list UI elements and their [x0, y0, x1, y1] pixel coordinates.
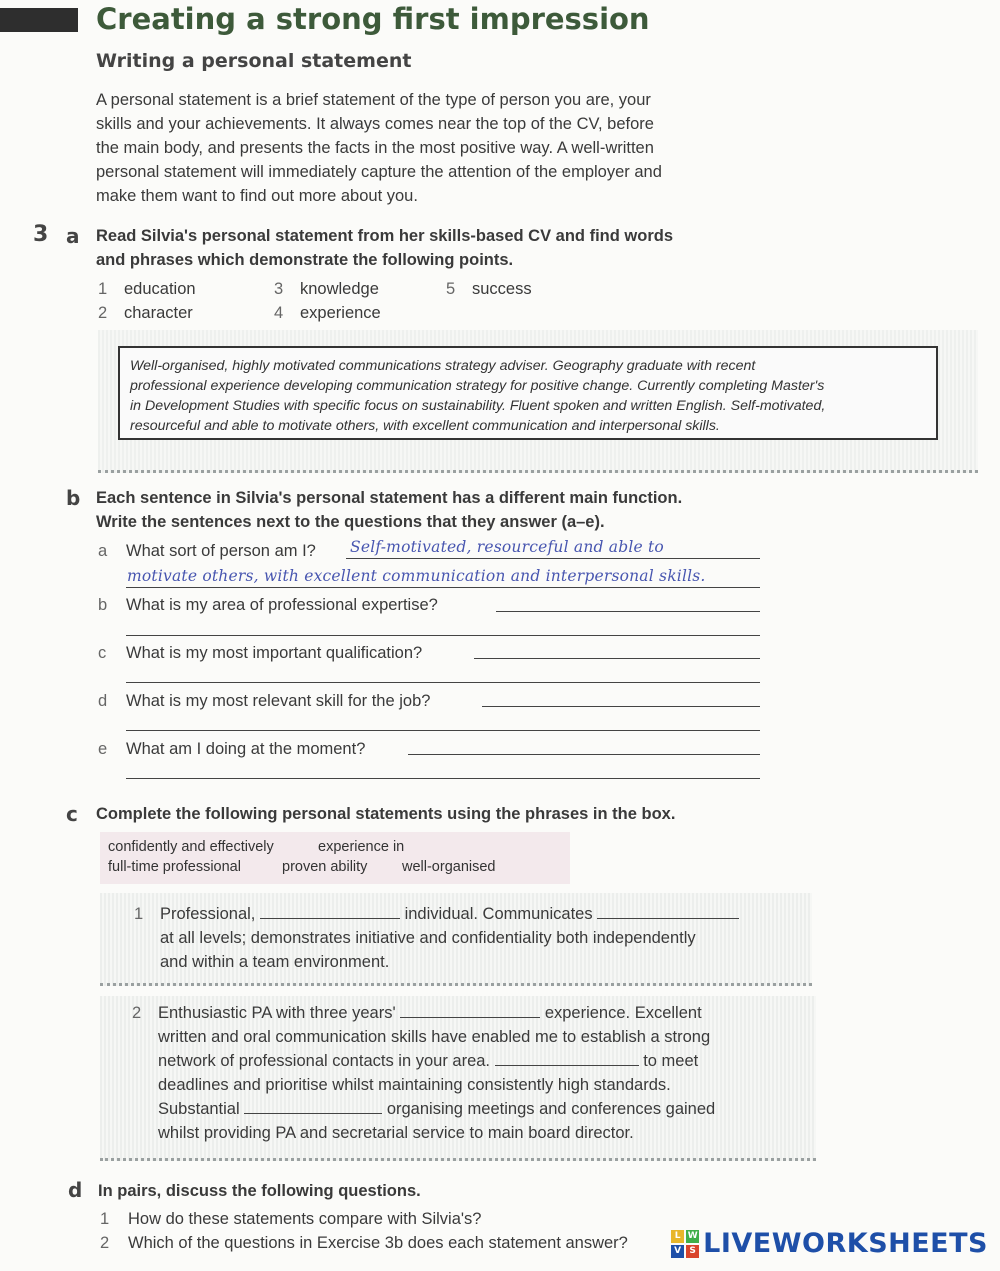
- exercise-letter-c: c: [66, 802, 78, 826]
- point-item: 5 success: [446, 280, 532, 298]
- logo-tile: W: [687, 1230, 698, 1241]
- statement-line: resourceful and able to motivate others, with excellent communication and interpersonal skills.: [130, 418, 720, 434]
- answer-d-input-line1[interactable]: [482, 706, 760, 707]
- point-item: 2 character: [98, 304, 193, 322]
- answer-a-line1[interactable]: Self-motivated, resourceful and able to: [350, 538, 664, 556]
- phrase-item: experience in: [318, 839, 405, 855]
- phrase-item: confidently and effectively: [108, 839, 274, 855]
- phrase-item: full-time professional: [108, 859, 241, 875]
- statement-line: in Development Studies with specific focus on sustainability. Fluent spoken and written English. Self-motivated,: [130, 398, 826, 414]
- question-a: a What sort of person am I?: [98, 542, 316, 560]
- discussion-question: 2 Which of the questions in Exercise 3b does each statement answer?: [100, 1234, 628, 1252]
- statement-2-line6: whilst providing PA and secretarial service to main board director.: [158, 1124, 634, 1142]
- logo-tile: V: [671, 1245, 684, 1258]
- statement-2-line4: deadlines and prioritise whilst maintaining consistently high standards.: [158, 1076, 671, 1094]
- intro-line: A personal statement is a brief statement of the type of person you are, your: [96, 91, 651, 109]
- statement-line: Well-organised, highly motivated communications strategy adviser. Geography graduate with recent: [130, 358, 756, 374]
- intro-paragraph: [96, 88, 756, 208]
- statement-1-blank-2[interactable]: [597, 904, 739, 919]
- logo-tile: S: [686, 1245, 699, 1258]
- discussion-question: 1 How do these statements compare with Silvia's?: [100, 1210, 482, 1228]
- answer-e-input-line1[interactable]: [408, 754, 760, 755]
- answer-b-input-line1[interactable]: [496, 611, 760, 612]
- page-title: Creating a strong first impression: [96, 2, 650, 36]
- instruction-line: Read Silvia's personal statement from her skills-based CV and find words: [96, 227, 674, 245]
- statement-line: professional experience developing communication strategy for positive change. Currently completing Master's: [130, 378, 825, 394]
- answer-a-line2[interactable]: motivate others, with excellent communication and interpersonal skills.: [127, 567, 706, 585]
- exercise-a-instruction: [96, 224, 673, 272]
- point-item: 3 knowledge: [274, 280, 379, 298]
- statement-1-line1: 1 Professional, individual. Communicates: [134, 902, 739, 926]
- point-item: 1 education: [98, 280, 196, 298]
- instruction-line: Write the sentences next to the questions that they answer (a–e).: [96, 513, 605, 531]
- statement-2-blank-3[interactable]: [244, 1099, 382, 1114]
- liveworksheets-icon: [671, 1230, 699, 1258]
- exercise-b-instruction: [96, 486, 682, 534]
- statement-2-line1: 2 Enthusiastic PA with three years' experience. Excellent: [132, 1004, 702, 1022]
- answer-line: [126, 587, 760, 588]
- question-c: c What is my most important qualification?: [98, 644, 423, 662]
- exercise-d-instruction: In pairs, discuss the following questions.: [98, 1182, 421, 1200]
- statement-2-line5: Substantial organising meetings and conferences gained: [158, 1100, 716, 1118]
- logo-tile: L: [671, 1230, 684, 1243]
- answer-b-input-line2[interactable]: [126, 635, 760, 636]
- logo-text: LIVEWORKSHEETS: [703, 1228, 988, 1259]
- liveworksheets-logo: [671, 1228, 988, 1259]
- answer-d-input-line2[interactable]: [126, 730, 760, 731]
- point-item: 4 experience: [274, 304, 381, 322]
- statement-2-line2: written and oral communication skills have enabled me to establish a strong: [158, 1028, 711, 1046]
- exercise-letter-d: d: [68, 1178, 83, 1202]
- instruction-line: Each sentence in Silvia's personal statement has a different main function.: [96, 489, 683, 507]
- section-subtitle: Writing a personal statement: [96, 50, 412, 72]
- statement-1-blank-1[interactable]: [260, 904, 400, 919]
- silvia-personal-statement: [118, 346, 938, 440]
- exercise-c-instruction: Complete the following personal statements using the phrases in the box.: [96, 805, 676, 823]
- instruction-line: and phrases which demonstrate the following points.: [96, 251, 514, 269]
- intro-line: skills and your achievements. It always comes near the top of the CV, before: [96, 115, 654, 133]
- answer-line: [346, 558, 760, 559]
- exercise-number: 3: [33, 222, 49, 247]
- answer-c-input-line1[interactable]: [474, 658, 760, 659]
- intro-line: personal statement will immediately capture the attention of the employer and: [96, 163, 662, 181]
- question-b: b What is my area of professional expertise?: [98, 596, 438, 614]
- statement-2-blank-1[interactable]: [400, 1003, 540, 1018]
- phrase-item: proven ability: [282, 859, 368, 875]
- intro-line: the main body, and presents the facts in the most positive way. A well-written: [96, 139, 654, 157]
- question-e: e What am I doing at the moment?: [98, 740, 366, 758]
- question-d: d What is my most relevant skill for the job?: [98, 692, 431, 710]
- statement-1-line2: at all levels; demonstrates initiative and confidentiality both independently: [160, 929, 696, 947]
- statement-1-line3: and within a team environment.: [160, 953, 390, 971]
- exercise-letter-b: b: [66, 486, 81, 510]
- header-bar-decoration: [0, 8, 78, 32]
- phrase-item: well-organised: [402, 859, 496, 875]
- intro-line: make them want to find out more about you.: [96, 187, 418, 205]
- answer-e-input-line2[interactable]: [126, 778, 760, 779]
- statement-2-blank-2[interactable]: [495, 1051, 639, 1066]
- statement-2-line3: network of professional contacts in your area. to meet: [158, 1052, 699, 1070]
- exercise-letter-a: a: [66, 224, 80, 248]
- answer-c-input-line2[interactable]: [126, 682, 760, 683]
